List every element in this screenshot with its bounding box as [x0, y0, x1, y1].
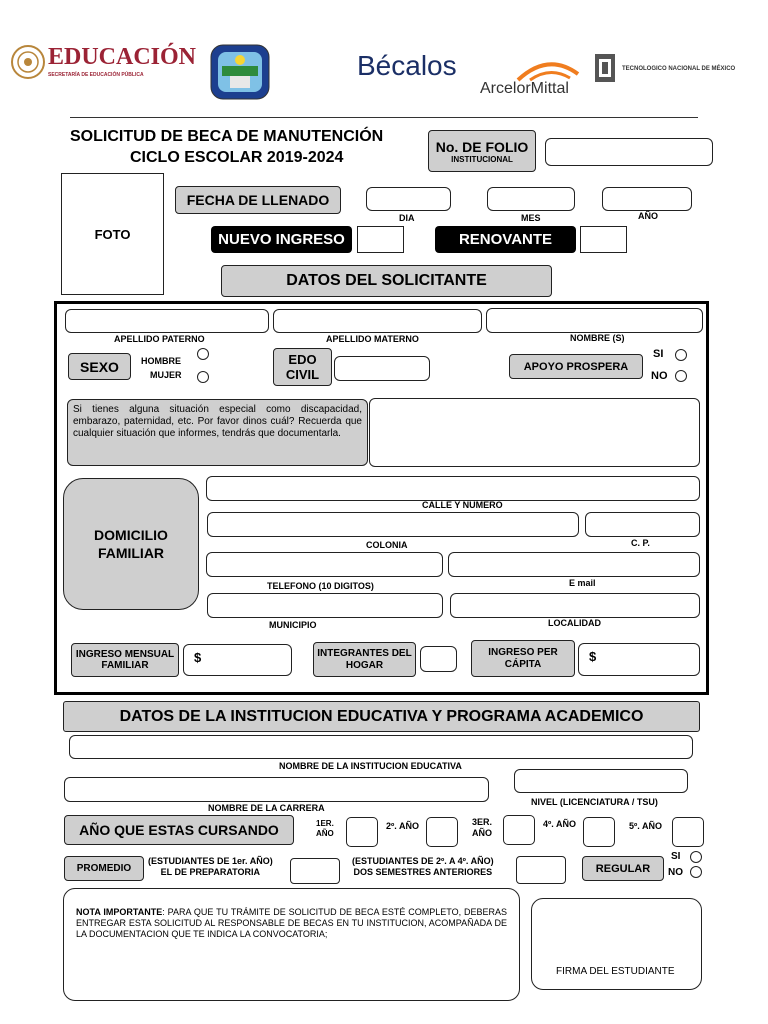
nota-text: : PARA QUE TU TRÁMITE DE SOLICITUD DE BECA ESTÉ COMPLETO, DEBERAS ENTREGAR ESTA SOLICITUD AL RESPONSABLE DE BECAS EN TU INSTITUCION, ACOMPAÑADA DE LA DOCUMENTACION QUE TE INDICA LA CONVOCATORIA; — [76, 907, 507, 939]
promedio1-field[interactable] — [290, 858, 340, 884]
renovante-label: RENOVANTE — [435, 226, 576, 253]
institution-seal-logo — [210, 44, 270, 100]
nombres-label: NOMBRE (S) — [570, 333, 625, 343]
year4-box[interactable] — [583, 817, 615, 847]
apellido-paterno-field[interactable] — [65, 309, 269, 333]
ano-label: AÑO — [638, 211, 658, 221]
gear-icon — [592, 52, 618, 84]
ano-field[interactable] — [602, 187, 692, 211]
year3-label: 3ER. AÑO — [472, 817, 493, 838]
mujer-label: MUJER — [150, 370, 182, 380]
arcelormittal-logo: ArcelorMittal — [478, 52, 588, 102]
sexo-label: SEXO — [68, 353, 131, 380]
localidad-field[interactable] — [450, 593, 700, 618]
hombre-label: HOMBRE — [141, 356, 181, 366]
ingreso-mensual-field[interactable] — [183, 644, 292, 676]
calle-field[interactable] — [206, 476, 700, 501]
year3-box[interactable] — [503, 815, 535, 845]
promedio2-field[interactable] — [516, 856, 566, 884]
nombre-carrera-label: NOMBRE DE LA CARRERA — [208, 803, 325, 813]
cp-label: C. P. — [631, 538, 650, 548]
form-subtitle: CICLO ESCOLAR 2019-2024 — [130, 149, 344, 166]
apellido-materno-field[interactable] — [273, 309, 482, 333]
hombre-radio[interactable] — [197, 348, 209, 360]
year2-label: 2º. AÑO — [386, 821, 419, 831]
edo-civil-label: EDO CIVIL — [273, 348, 332, 386]
municipio-label: MUNICIPIO — [269, 620, 317, 630]
promedio-label: PROMEDIO — [64, 856, 144, 881]
localidad-label: LOCALIDAD — [548, 618, 601, 628]
year2-box[interactable] — [426, 817, 458, 847]
nota-bold: NOTA IMPORTANTE — [76, 907, 163, 917]
year1-box[interactable] — [346, 817, 378, 847]
regular-label: REGULAR — [582, 856, 664, 881]
regular-si-label: SI — [671, 851, 681, 862]
regular-si-radio[interactable] — [690, 851, 702, 863]
domicilio-label: DOMICILIO FAMILIAR — [63, 478, 199, 610]
becalos-logo: Bécalos — [357, 50, 457, 81]
year4-label: 4º. AÑO — [543, 819, 576, 829]
mexico-seal-icon — [10, 42, 46, 82]
year5-box[interactable] — [672, 817, 704, 847]
situacion-especial-field[interactable] — [369, 398, 700, 467]
nombre-institucion-field[interactable] — [69, 735, 693, 759]
educacion-subtitle: SECRETARÍA DE EDUCACIÓN PÚBLICA — [48, 72, 144, 78]
fecha-label: FECHA DE LLENADO — [175, 186, 341, 214]
educacion-logo — [10, 42, 197, 86]
dia-label: DIA — [399, 213, 415, 223]
institucion-heading: DATOS DE LA INSTITUCION EDUCATIVA Y PROGRAMA ACADEMICO — [63, 701, 700, 732]
integrantes-label: INTEGRANTES DEL HOGAR — [313, 642, 416, 677]
calle-label: CALLE Y NUMERO — [422, 500, 503, 510]
prospera-no-radio[interactable] — [675, 370, 687, 382]
header-rule — [70, 117, 698, 118]
folio-label: No. DE FOLIO INSTITUCIONAL — [428, 130, 536, 172]
dollar-sign: $ — [589, 649, 597, 664]
situacion-especial-note: Si tienes alguna situación especial como discapacidad, embarazo, paternidad, etc. Por favor dinos cuál? Recuerda que cualquier situación que informes, tendrás que documentarla. — [67, 399, 368, 466]
apellido-materno-label: APELLIDO MATERNO — [326, 334, 419, 344]
nuevo-ingreso-label: NUEVO INGRESO — [211, 226, 352, 253]
mujer-radio[interactable] — [197, 371, 209, 383]
prospera-si-label: SI — [653, 348, 664, 360]
municipio-field[interactable] — [207, 593, 443, 618]
apoyo-prospera-label: APOYO PROSPERA — [509, 354, 643, 379]
email-label: E mail — [569, 578, 596, 588]
nombres-field[interactable] — [486, 308, 703, 333]
regular-no-label: NO — [668, 867, 683, 878]
prospera-no-label: NO — [651, 370, 668, 382]
datos-solicitante-heading: DATOS DEL SOLICITANTE — [221, 265, 552, 297]
arcelor-arc-icon — [478, 52, 588, 82]
ingreso-mensual-label: INGRESO MENSUAL FAMILIAR — [71, 643, 179, 677]
year5-label: 5º. AÑO — [629, 821, 662, 831]
mes-field[interactable] — [487, 187, 575, 211]
firma-box[interactable] — [531, 898, 702, 990]
nivel-field[interactable] — [514, 769, 688, 793]
firma-label: FIRMA DEL ESTUDIANTE — [556, 966, 675, 977]
integrantes-field[interactable] — [420, 646, 457, 672]
renovante-box[interactable] — [580, 226, 627, 253]
mes-label: MES — [521, 213, 541, 223]
prospera-si-radio[interactable] — [675, 349, 687, 361]
promedio2-label: (ESTUDIANTES DE 2º. A 4º. AÑO) DOS SEMESTRES ANTERIORES — [352, 856, 494, 877]
year1-label: 1ER. AÑO — [316, 819, 334, 838]
ingreso-capita-label: INGRESO PER CÁPITA — [471, 640, 575, 677]
nota-importante — [63, 888, 520, 1001]
telefono-label: TELEFONO (10 DIGITOS) — [267, 581, 374, 591]
edo-civil-field[interactable] — [334, 356, 430, 381]
regular-no-radio[interactable] — [690, 866, 702, 878]
educacion-title: EDUCACIÓN — [48, 44, 197, 70]
email-field[interactable] — [448, 552, 700, 577]
promedio1-label: (ESTUDIANTES DE 1er. AÑO) EL DE PREPARATORIA — [148, 856, 273, 877]
nombre-institucion-label: NOMBRE DE LA INSTITUCION EDUCATIVA — [279, 761, 462, 771]
form-title: SOLICITUD DE BECA DE MANUTENCIÓN — [70, 128, 384, 145]
folio-field[interactable] — [545, 138, 713, 166]
dollar-sign: $ — [194, 650, 202, 665]
cp-field[interactable] — [585, 512, 700, 537]
tecnm-logo: TECNOLOGICO NACIONAL DE MÉXICO — [592, 52, 762, 88]
ingreso-capita-field[interactable] — [578, 643, 700, 676]
nuevo-ingreso-box[interactable] — [357, 226, 404, 253]
nombre-carrera-field[interactable] — [64, 777, 489, 802]
photo-box: FOTO — [61, 173, 164, 295]
nivel-label: NIVEL (LICENCIATURA / TSU) — [531, 797, 658, 807]
telefono-field[interactable] — [206, 552, 443, 577]
dia-field[interactable] — [366, 187, 451, 211]
colonia-field[interactable] — [207, 512, 579, 537]
apellido-paterno-label: APELLIDO PATERNO — [114, 334, 205, 344]
colonia-label: COLONIA — [366, 540, 408, 550]
ano-cursando-label: AÑO QUE ESTAS CURSANDO — [64, 815, 294, 845]
